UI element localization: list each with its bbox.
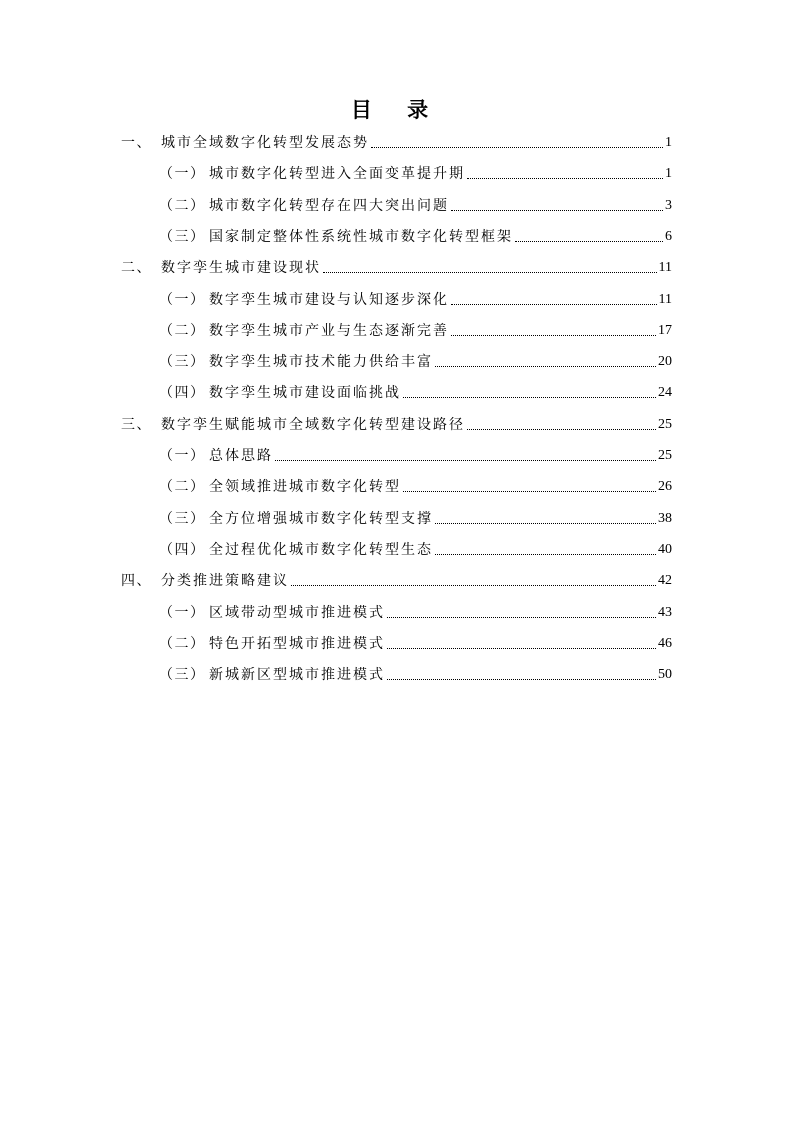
toc-entry[interactable] — [159, 658, 672, 684]
toc-dot-leader — [451, 303, 657, 305]
toc-title: 目 录 — [350, 98, 443, 122]
toc-entry-page-number: 6 — [665, 228, 672, 244]
toc-entry[interactable] — [159, 157, 672, 183]
toc-entry[interactable] — [159, 283, 672, 309]
toc-entry[interactable] — [159, 470, 672, 496]
toc-entry-page-number: 40 — [658, 541, 672, 557]
toc-entry[interactable] — [121, 126, 672, 152]
toc-entry-number: （一） — [159, 604, 206, 621]
toc-entry[interactable] — [159, 533, 672, 559]
toc-entry-page-number: 17 — [658, 322, 672, 338]
toc-dot-leader — [515, 240, 663, 242]
toc-entry-title: 数字孪生城市技术能力供给丰富 — [209, 354, 433, 371]
toc-dot-leader — [387, 616, 656, 618]
toc-entry-number: （一） — [159, 448, 206, 464]
toc-entry-title: 城市全域数字化转型发展态势 — [161, 135, 369, 151]
toc-entry-number: （三） — [159, 667, 206, 684]
toc-dot-leader — [451, 209, 663, 211]
toc-entry-title: 数字孪生赋能城市全域数字化转型建设路径 — [161, 416, 465, 433]
toc-entry-title: 数字孪生城市产业与生态逐渐完善 — [209, 322, 449, 339]
toc-entry-number: （四） — [159, 385, 206, 402]
toc-dot-leader — [435, 522, 656, 524]
toc-dot-leader — [291, 584, 656, 586]
toc-entry-number: （四） — [159, 541, 206, 558]
toc-entry-title: 区域带动型城市推进模式 — [209, 604, 385, 621]
toc-entry-title: 分类推进策略建议 — [161, 573, 289, 590]
toc-entry-page-number: 24 — [658, 385, 672, 401]
toc-entry[interactable] — [121, 408, 672, 434]
toc-entry-number: （三） — [159, 510, 206, 527]
toc-entry-page-number: 43 — [658, 604, 672, 620]
toc-dot-leader — [387, 678, 656, 680]
toc-entry-page-number: 11 — [658, 291, 672, 307]
toc-dot-leader — [323, 271, 657, 273]
toc-entry-number: （二） — [159, 197, 206, 214]
toc-entry[interactable] — [121, 251, 672, 277]
toc-entry-title: 数字孪生城市建设与认知逐步深化 — [209, 291, 449, 308]
toc-entry-page-number: 25 — [658, 416, 672, 432]
toc-entry[interactable] — [159, 596, 672, 622]
toc-entry-number: 四、 — [121, 573, 152, 590]
toc-entry-number: （三） — [159, 228, 206, 245]
toc-entry[interactable] — [121, 564, 672, 590]
toc-entry-number: 二、 — [121, 260, 152, 277]
toc-dot-leader — [451, 334, 656, 336]
toc-dot-leader — [467, 428, 656, 430]
toc-entry[interactable] — [159, 345, 672, 371]
toc-entry-page-number: 11 — [658, 260, 672, 276]
toc-entry-page-number: 1 — [665, 166, 672, 182]
toc-entry-title: 特色开拓型城市推进模式 — [209, 635, 385, 652]
toc-entry-number: （一） — [159, 166, 206, 183]
toc-entry-page-number: 3 — [665, 197, 672, 213]
toc-entry[interactable] — [159, 627, 672, 653]
toc-entry-page-number: 50 — [658, 667, 672, 683]
toc-entry-page-number: 20 — [658, 354, 672, 370]
toc-entry-page-number: 46 — [658, 635, 672, 651]
toc-entry-title: 数字孪生城市建设面临挑战 — [209, 385, 401, 402]
toc-entry[interactable] — [159, 220, 672, 246]
toc-entry-number: （二） — [159, 479, 206, 496]
toc-entry[interactable] — [159, 439, 672, 465]
toc-entry-title: 全领域推进城市数字化转型 — [209, 479, 401, 496]
toc-entry-title: 数字孪生城市建设现状 — [161, 260, 321, 277]
toc-entry-number: （一） — [159, 291, 206, 308]
toc-dot-leader — [371, 146, 663, 148]
toc-entry-title: 城市数字化转型存在四大突出问题 — [209, 197, 449, 214]
toc-dot-leader — [403, 490, 656, 492]
toc-entry-page-number: 26 — [658, 479, 672, 495]
toc-dot-leader — [387, 647, 656, 649]
toc-dot-leader — [435, 553, 656, 555]
toc-entry-number: 一、 — [121, 135, 152, 151]
toc-entry[interactable] — [159, 189, 672, 215]
toc-entry-title: 总体思路 — [209, 448, 273, 464]
toc-entry-page-number: 1 — [665, 135, 672, 150]
toc-entry-number: （三） — [159, 354, 206, 371]
toc-entry-number: （二） — [159, 322, 206, 339]
toc-entry-title: 国家制定整体性系统性城市数字化转型框架 — [209, 228, 513, 245]
toc-dot-leader — [435, 365, 656, 367]
toc-entry-title: 全过程优化城市数字化转型生态 — [209, 541, 433, 558]
toc-entry-title: 全方位增强城市数字化转型支撑 — [209, 510, 433, 527]
toc-entry[interactable] — [159, 376, 672, 402]
toc-entry[interactable] — [159, 502, 672, 528]
toc-entry-page-number: 42 — [658, 573, 672, 589]
toc-dot-leader — [275, 459, 656, 461]
toc-entry-page-number: 25 — [658, 448, 672, 463]
toc-entry-number: 三、 — [121, 416, 152, 433]
toc-entry-page-number: 38 — [658, 510, 672, 526]
toc-entry[interactable] — [159, 314, 672, 340]
toc-entry-number: （二） — [159, 635, 206, 652]
toc-dot-leader — [467, 177, 663, 179]
toc-entry-title: 新城新区型城市推进模式 — [209, 667, 385, 684]
toc-entry-title: 城市数字化转型进入全面变革提升期 — [209, 166, 465, 183]
toc-dot-leader — [403, 396, 656, 398]
